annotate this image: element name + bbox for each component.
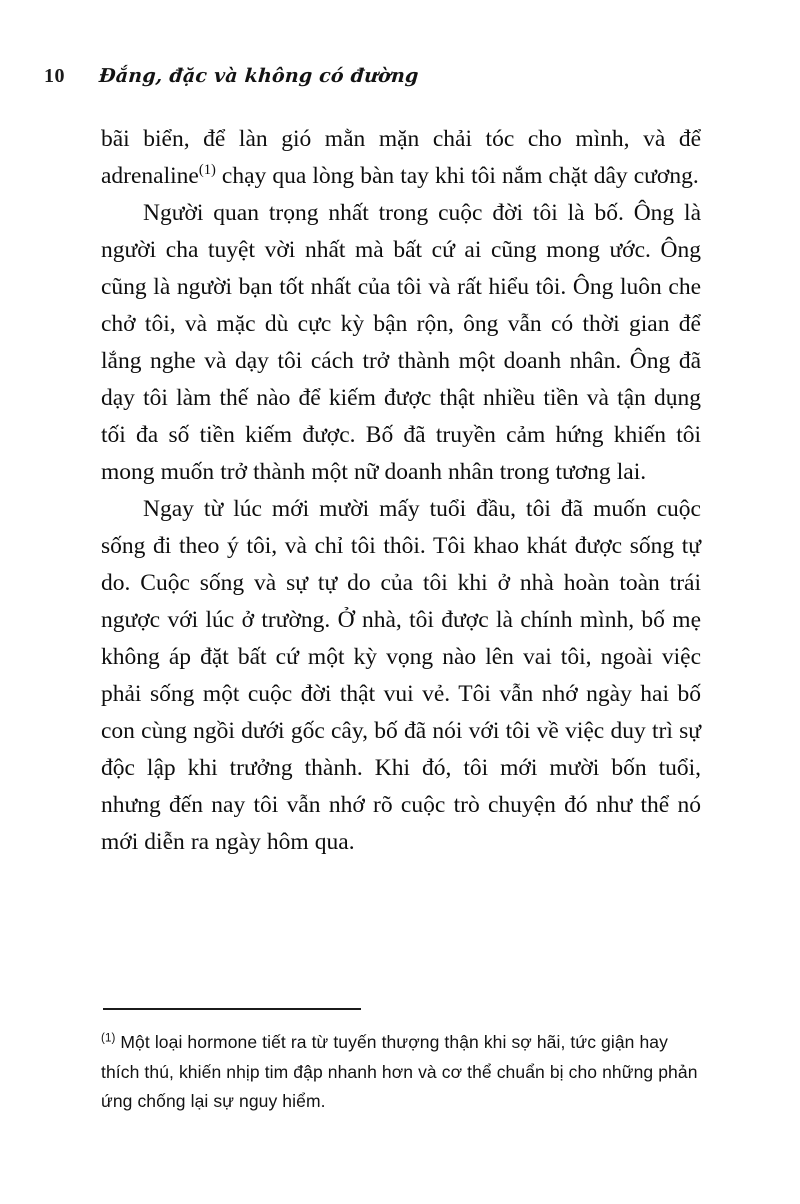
footnote-marker: (1) [101,1032,116,1045]
footnote-body: Một loại hormone tiết ra từ tuyến thượng thận khi sợ hãi, tức giận hay thích thú, khiến nhịp tim đập nhanh hơn và cơ thể chuẩn bị cho những phản ứng chống lại sự nguy hiểm. [101,1032,698,1111]
footnote-divider [103,1008,361,1010]
paragraph-3: Ngay từ lúc mới mười mấy tuổi đầu, tôi đã muốn cuộc sống đi theo ý tôi, và chỉ tôi thôi. Tôi khao khát được sống tự do. Cuộc sống và sự tự do của tôi khi ở nhà hoàn toàn trái ngược với lúc ở trường. Ở nhà, tôi được là chính mình, bố mẹ không áp đặt bất cứ một kỳ vọng nào lên vai tôi, ngoài việc phải sống một cuộc đời thật vui vẻ. Tôi vẫn nhớ ngày hai bố con cùng ngồi dưới gốc cây, bố đã nói với tôi về việc duy trì sự độc lập khi trưởng thành. Khi đó, tôi mới mười bốn tuổi, nhưng đến nay tôi vẫn nhớ rõ cuộc trò chuyện đó như thể nó mới diễn ra ngày hôm qua. [101,496,701,855]
paragraph-2: Người quan trọng nhất trong cuộc đời tôi là bố. Ông là người cha tuyệt vời nhất mà bất cứ ai cũng mong ước. Ông cũng là người bạn tốt nhất của tôi và rất hiểu tôi. Ông luôn che chở tôi, và mặc dù cực kỳ bận rộn, ông vẫn có thời gian để lắng nghe và dạy tôi cách trở thành một doanh nhân. Ông đã dạy tôi làm thế nào để kiếm được thật nhiều tiền và tận dụng tối đa số tiền kiếm được. Bố đã truyền cảm hứng khiến tôi mong muốn trở thành một nữ doanh nhân trong tương lai. [101,200,701,485]
footnote-area [101,1008,701,1117]
running-head [0,66,800,98]
body-text-block [101,121,701,861]
paragraph-1-lead: bãi biển, để làn gió mằn mặn chải tóc cho mình, và để adrenaline [101,126,701,189]
paragraph-1-rest: chạy qua lòng bàn tay khi tôi nắm chặt dây cương. [215,163,699,189]
running-head-title: Đắng, đặc và không có đường [98,65,420,87]
footnote-reference-marker[interactable]: (1) [198,161,216,178]
paragraph-1 [101,121,701,195]
footnote [101,1028,701,1117]
page-number: 10 [44,65,65,87]
